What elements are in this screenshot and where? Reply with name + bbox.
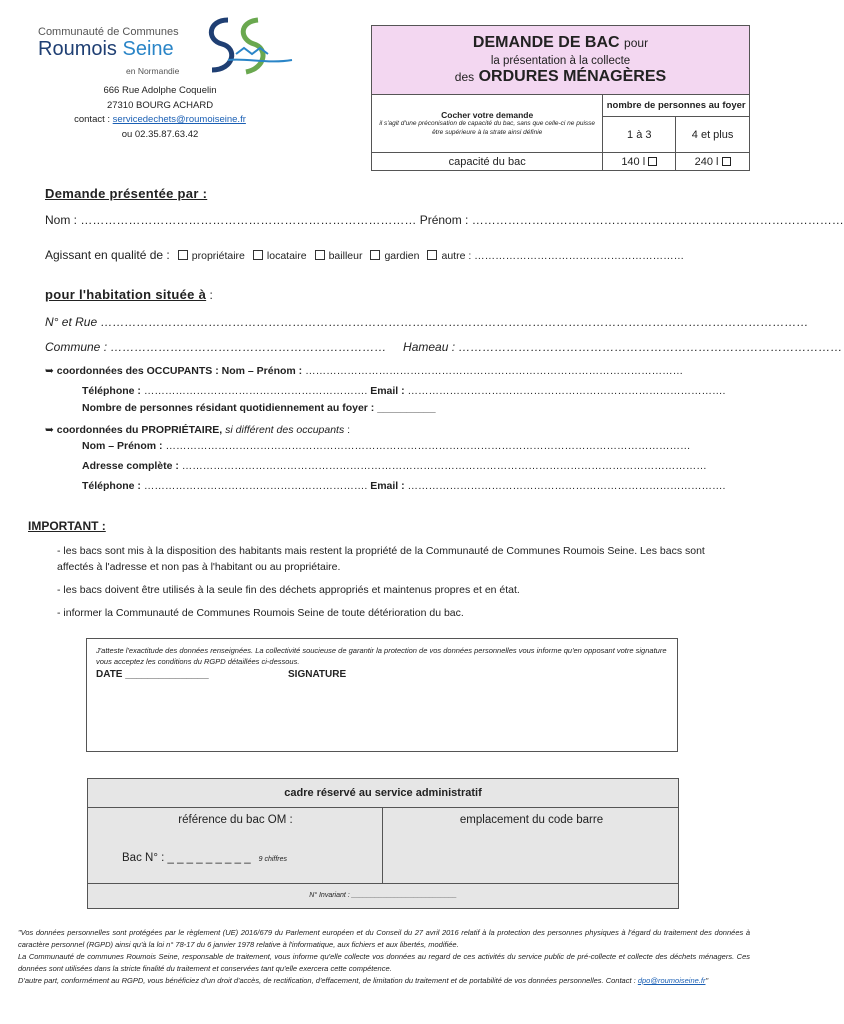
admin-ref-col (88, 808, 383, 884)
request-title-line3 (372, 68, 749, 86)
field-prenom[interactable]: Prénom : ………………………………………………………………………………… (419, 213, 844, 227)
field-commune[interactable]: Commune : …………………………………………………………… (45, 340, 387, 354)
field-occupants[interactable]: ……………………………………………………………………………………………… (305, 365, 684, 377)
important-title: IMPORTANT : (28, 519, 106, 533)
field-date[interactable]: DATE _______________ (96, 669, 209, 680)
opt-bailleur: bailleur (328, 250, 363, 262)
contact-label: contact : (74, 114, 111, 125)
bac-chiffres: 9 chiffres (258, 856, 288, 863)
field-tel2[interactable]: ………………………………………………………. (143, 480, 368, 492)
title-pour: pour (624, 36, 649, 50)
field-nb-personnes[interactable]: Nombre de personnes résidant quotidiennement au foyer : __________ (82, 402, 436, 414)
important-item-1-text: - les bacs sont mis à la disposition des habitants mais restent la propriété de la Communauté de Communes Roumois Seine. Les bacs sont affectés à l'adresse et non pas à l'habitant ou au propriétaire. (57, 545, 705, 573)
arrow-icon: ➥ (45, 365, 54, 377)
admin-reserved-box (87, 778, 679, 909)
cap-240-label: 240 l (694, 155, 719, 168)
agissant-label: Agissant en qualité de : (45, 248, 170, 262)
logo-swoosh-icon (188, 14, 298, 78)
row-occupant-contact (82, 385, 725, 397)
row-prop-nom (82, 440, 690, 452)
opt-locataire: locataire (266, 250, 307, 262)
row-prop-contact (82, 480, 725, 492)
title-des: des (454, 70, 475, 84)
field-tel1[interactable]: ………………………………………………………. (143, 385, 368, 397)
prop-label: coordonnées du PROPRIÉTAIRE, (56, 424, 223, 436)
field-prop-nom[interactable]: …………………………………………………………………………………………………………………………………… (165, 440, 691, 452)
tick-cell (372, 95, 603, 153)
field-email1[interactable]: ………………………………………………………………………………. (407, 385, 726, 397)
request-title-line1 (372, 34, 749, 52)
dpo-email-link[interactable]: dpo@roumoiseine.fr (637, 976, 706, 985)
email1-label: Email : (370, 385, 405, 397)
tick-label: Cocher votre demande (441, 110, 534, 120)
opt-gardien: gardien (384, 250, 420, 262)
checkbox-locataire[interactable] (253, 250, 263, 260)
persons-col-4-plus: 4 et plus (676, 117, 750, 153)
checkbox-240l[interactable] (722, 157, 731, 166)
address-city: 27310 BOURG ACHARD (106, 99, 214, 111)
barcode-label: emplacement du code barre (459, 814, 604, 826)
logo-line1: Communauté de Communes (38, 26, 179, 38)
capacity-240 (676, 153, 750, 171)
logo-seine: Seine (122, 38, 174, 60)
logo-roumois: Roumois (38, 38, 117, 60)
email2-label: Email : (370, 480, 405, 492)
contact-email-link[interactable]: servicedechets@roumoiseine.fr (112, 114, 246, 125)
section-habitation-title: pour l'habitation située à (45, 287, 207, 302)
field-hameau[interactable]: Hameau : …………………………………………………………………………………… (403, 340, 843, 354)
field-nom[interactable]: Nom : ………………………………………………………………………… (45, 213, 417, 227)
gdpr-p3 (18, 975, 750, 987)
signature-box (86, 638, 678, 752)
checkbox-autre[interactable] (427, 250, 437, 260)
logo-line3: en Normandie (126, 66, 180, 76)
bin-request-table (371, 94, 750, 171)
opt-proprietaire: propriétaire (191, 250, 245, 262)
organization-logo (38, 14, 293, 78)
gdpr-p1: "Vos données personnelles sont protégées par le règlement (UE) 2016/679 du Parlement européen et du Conseil du 27 avril 2016 relatif à la protection des personnes physiques à l'égard du traitement des données à caractère personnel (RGPD) ainsi qu'à la loi n° 78-17 du 6 janvier 1978 relative à l'informatique, aux fichiers et aux libertés, modifiée. (18, 928, 750, 949)
address-contact (40, 113, 280, 128)
row-commune-hameau (45, 340, 842, 354)
row-agissant (45, 248, 684, 262)
important-item-3: - informer la Communauté de Communes Roumois Seine de toute détérioration du bac. (57, 607, 464, 619)
adresse-label: Adresse complète : (82, 460, 179, 472)
logo-name (38, 38, 174, 61)
tick-note: il s'agit d'une préconisation de capacité du bac, sans que celle-ci ne puisse être supérieure à la strate ainsi définie (379, 120, 595, 136)
admin-title: cadre réservé au service administratif (88, 779, 678, 808)
arrow-icon-2: ➥ (45, 424, 54, 436)
checkbox-gardien[interactable] (370, 250, 380, 260)
admin-columns (88, 808, 678, 884)
checkbox-proprietaire[interactable] (178, 250, 188, 260)
signature-attestation: J'atteste l'exactitude des données renseignées. La collectivité soucieuse de garantir la protection de vos données personnelles vous informe qu'en opposant votre signature vous acceptez les conditions du RGPD détaillées ci-dessous. (96, 646, 667, 666)
field-no-rue[interactable]: N° et Rue …………………………………………………………………………………………………………………………………………………………… (45, 315, 809, 329)
address-street: 666 Rue Adolphe Coquelin (103, 85, 217, 96)
prop-colon: : (347, 424, 351, 436)
capacity-label: capacité du bac (372, 153, 603, 171)
important-item-1 (57, 543, 737, 575)
important-item-2: - les bacs doivent être utilisés à la seule fin des déchets appropriés et maintenus propres et en état. (57, 584, 520, 596)
row-proprietaire (45, 424, 350, 436)
field-signature[interactable]: SIGNATURE (288, 669, 347, 680)
title-ordures: ORDURES MÉNAGÈRES (478, 68, 667, 85)
section-habitation-colon: : (209, 288, 213, 302)
row-prop-adresse (82, 460, 707, 472)
persons-header: nombre de personnes au foyer (603, 95, 750, 117)
row-nom-prenom (45, 213, 844, 227)
opt-autre[interactable]: autre : …………………………………………………… (441, 250, 685, 262)
request-title-box (371, 25, 750, 95)
address-phone: ou 02.35.87.63.42 (121, 128, 199, 140)
field-invariant[interactable]: N° Invariant : ___________________________ (309, 892, 457, 899)
admin-ref-label: référence du bac OM : (178, 814, 293, 826)
tel2-label: Téléphone : (82, 480, 141, 492)
bac-number-field[interactable]: Bac N° : _ _ _ _ _ _ _ _ _ (122, 852, 251, 864)
request-title-line2: la présentation à la collecte (490, 55, 631, 67)
field-email2[interactable]: ………………………………………………………………………………. (407, 480, 726, 492)
admin-barcode-col (383, 808, 680, 884)
section-habitation (45, 287, 213, 302)
gdpr-p3-text: D'autre part, conformément au RGPD, vous bénéficiez d'un droit d'accès, de rectification, d'effacement, de limitation du traitement et de portabilité de vos données personnelles. Contact : (18, 976, 636, 985)
signature-row (96, 669, 668, 680)
capacity-140 (603, 153, 676, 171)
tel1-label: Téléphone : (82, 385, 141, 397)
occupants-label: coordonnées des OCCUPANTS : Nom – Prénom : (56, 365, 303, 377)
row-occupants (45, 365, 683, 377)
title-main: DEMANDE DE BAC (472, 34, 620, 51)
cap-140-label: 140 l (621, 155, 646, 168)
field-prop-adresse[interactable]: …………………………………………………………………………………………………………………………………… (181, 460, 707, 472)
checkbox-bailleur[interactable] (315, 250, 325, 260)
gdpr-p2: La Communauté de communes Roumois Seine, responsable de traitement, vous informe qu'elle collecte vos données au regard de ces activités du service public de pré-collecte et collecte des déchets ménagers. Ces données sont utilisées dans la stricte finalité du traitement et conservées tant qu'elle exercera cette compétence. (18, 952, 750, 973)
persons-col-1-3: 1 à 3 (603, 117, 676, 153)
section-demande-title: Demande présentée par : (45, 186, 208, 201)
checkbox-140l[interactable] (648, 157, 657, 166)
gdpr-footer (18, 927, 750, 987)
prop-ital: si différent des occupants (225, 424, 345, 436)
gdpr-end-quote: " (705, 976, 709, 985)
prop-nom-label: Nom – Prénom : (82, 440, 163, 452)
organization-address (40, 84, 280, 142)
admin-bac-number (122, 852, 287, 864)
